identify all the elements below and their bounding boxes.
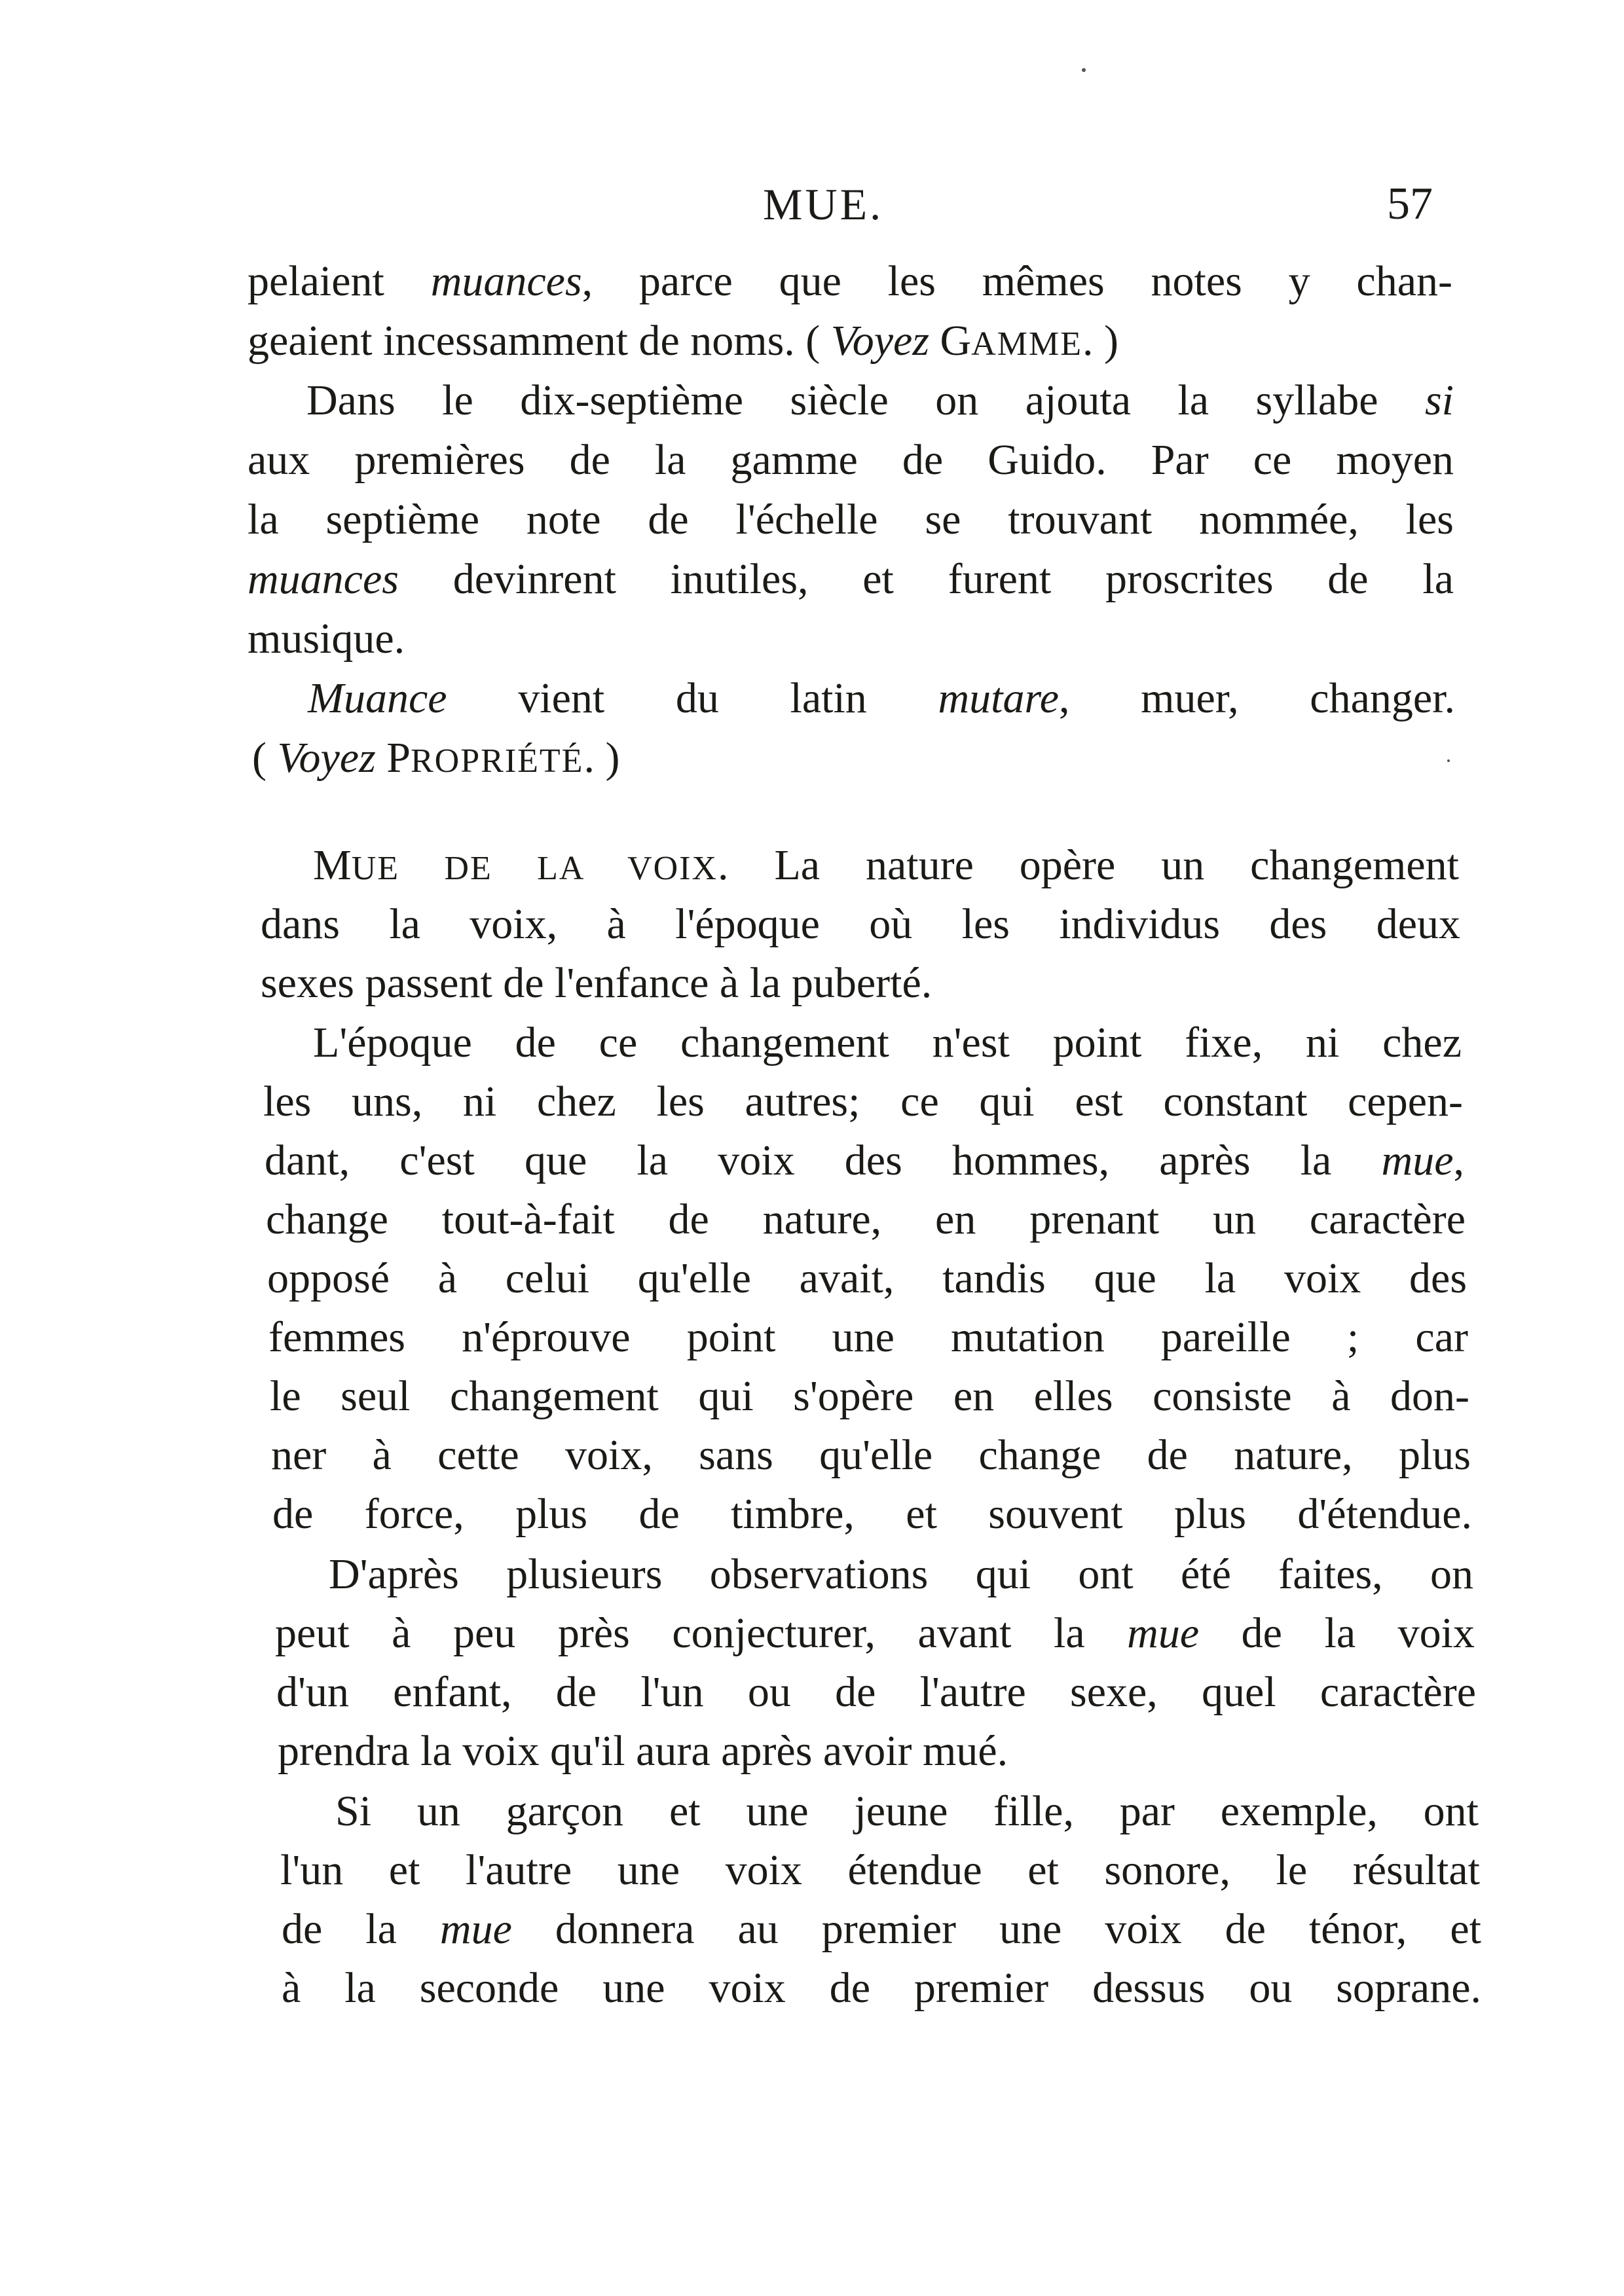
text-run: Dans le dix-septième siècle on ajouta la syllabe [306,376,1425,424]
text-line [248,550,1454,609]
text-line [261,954,932,1013]
text-run: P [375,734,411,782]
text-run: l'un et l'autre une voix étendue et sonore, le résultat [280,1846,1480,1894]
italic-text: Voyez [830,317,930,365]
text-line [313,1013,1462,1072]
text-line [268,1308,1468,1367]
small-caps-text: ROPRIÉTÉ [410,742,584,780]
text-run: change tout-à-fait de nature, en prenant un caractère [266,1195,1466,1243]
text-run: , [1453,1137,1464,1184]
text-line [282,1900,1481,1959]
text-run: d'un enfant, de l'un ou de l'autre sexe, quel caractère [276,1668,1476,1716]
text-line [248,431,1454,490]
text-line [280,1841,1480,1900]
italic-text: mutare [938,674,1059,722]
text-run: peut à peu près conjecturer, avant la [275,1609,1128,1657]
text-line [275,1604,1475,1663]
text-run: de la [282,1905,440,1953]
text-run: geaient incessamment de noms. ( [248,317,831,365]
text-run: la septième note de l'échelle se trouvant nommée, les [248,496,1454,543]
text-line [308,669,1455,728]
page-header [0,172,1624,237]
text-line [270,1367,1469,1426]
text-run: prendra la voix qu'il aura après avoir mué. [278,1727,1008,1775]
text-run: pelaient [248,257,431,305]
text-line [267,1249,1467,1308]
text-run: G [929,317,972,365]
small-caps-text: UE DE LA VOIX [351,850,718,887]
text-line [282,1959,1481,2018]
text-line [248,252,1452,311]
text-line [313,836,1459,898]
text-run: . ) [583,734,620,782]
small-caps-text: AMME [971,325,1082,363]
text-run: à la seconde une voix de premier dessus ou soprane. [282,1964,1481,2012]
text-run: donnera au premier une voix de ténor, et [511,1905,1481,1953]
text-run: , parce que les mêmes notes y chan- [581,257,1452,305]
text-run: vient du latin [447,674,938,722]
text-line [271,1426,1471,1485]
text-line [329,1545,1473,1604]
italic-text: mue [1127,1609,1200,1657]
text-run: . ) [1082,317,1118,365]
text-run: dant, c'est que la voix des hommes, après la [265,1137,1382,1184]
italic-text: mue [1381,1137,1454,1184]
text-line [248,490,1454,549]
italic-text: Voyez [277,734,376,782]
text-line [306,371,1454,430]
text-line [248,610,405,668]
text-run: femmes n'éprouve point une mutation pareille ; car [268,1313,1468,1361]
text-line [248,312,1118,374]
text-run: musique. [248,615,405,663]
italic-text: muances [430,257,582,305]
text-line [278,1722,1008,1781]
paper-speck [1082,68,1086,72]
italic-text: si [1424,376,1454,424]
text-run: de force, plus de timbre, et souvent plus d'étendue. [272,1490,1472,1538]
text-line [265,1131,1464,1190]
text-line [266,1190,1466,1249]
text-run: opposé à celui qu'elle avait, tandis que la voix des [267,1254,1467,1302]
text-run: les uns, ni chez les autres; ce qui est constant cepen- [263,1078,1463,1125]
text-run: M [313,841,352,889]
italic-text: mue [439,1905,512,1953]
text-run: , muer, changer. [1059,674,1455,722]
text-run: D'après plusieurs observations qui ont été faites, on [329,1550,1473,1598]
text-run: devinrent inutiles, et furent proscrites de la [398,555,1454,603]
text-line [263,1072,1463,1131]
text-line [252,729,619,791]
text-line [276,1663,1476,1722]
text-line [272,1485,1472,1544]
text-run: aux premières de la gamme de Guido. Par ce moyen [248,436,1454,484]
text-run: . La nature opère un changement [718,841,1459,889]
text-line [335,1782,1479,1841]
page-number: 57 [1387,179,1433,229]
italic-text: muances [248,555,399,603]
text-run: Si un garçon et une jeune fille, par exemple, ont [335,1787,1479,1835]
text-run: L'époque de ce changement n'est point fixe, ni chez [313,1019,1462,1066]
text-line [261,895,1460,954]
text-run: ( [252,734,278,782]
text-run: sexes passent de l'enfance à la puberté. [261,959,932,1007]
text-run: ner à cette voix, sans qu'elle change de nature, plus [271,1431,1471,1479]
text-run: de la voix [1199,1609,1475,1657]
italic-text: Muance [308,674,447,722]
text-run: le seul changement qui s'opère en elles consiste à don- [270,1372,1469,1420]
text-run: dans la voix, à l'époque où les individus des deux [261,900,1460,948]
paper-speck [1447,759,1450,762]
running-head: MUE. [763,179,884,229]
